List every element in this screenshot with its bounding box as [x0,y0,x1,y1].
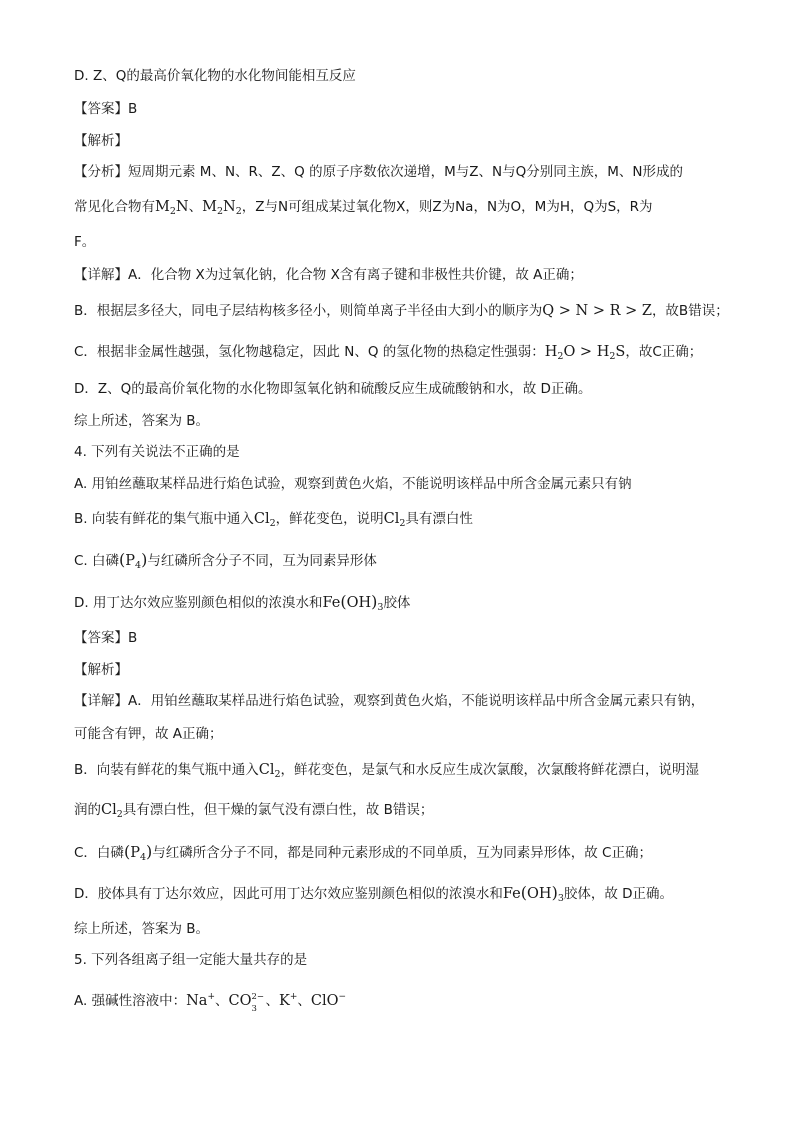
ion-na: Na+ [186,992,215,1009]
formula-cl2: $Cl_2$ [253,511,276,529]
answer-label-q3: 【答案】B [74,101,138,117]
formula-cl2: $Cl_2$ [383,511,406,529]
question-4-option-d: D. 用丁达尔效应鉴别颜色相似的浓溴水和$Fe(OH)_3$胶体 [74,592,411,613]
detail-d-q4: D．胶体具有丁达尔效应，因此可用丁达尔效应鉴别颜色相似的浓溴水和$Fe(OH)_3$胶体，故 D正确。 [74,883,674,904]
formula-p4: $(P_4)$ [123,842,153,863]
analysis-text-3: F。 [74,234,96,250]
formula-fe-oh-3: $Fe(OH)_3$ [502,883,564,904]
analysis-text-2: 常见化合物有$M_2N$、$M_2N_2$，Z与N可组成某过氧化物X，则Z为Na，N为O，M为H，Q为S，R为 [74,199,653,217]
detail-d-q3: D．Z、Q的最高价氧化物的水化物即氢氧化钠和硫酸反应生成硫酸钠和水，故 D正确。 [74,381,592,397]
detail-b-q4-line2: 润的$Cl_2$具有漂白性，但干燥的氯气没有漂白性，故 B错误； [74,802,434,820]
formula-p4: $(P_4)$ [119,550,148,571]
analysis-label-q4: 【解析】 [74,662,128,678]
formula-cl2: $Cl_2$ [258,762,281,780]
detail-c-q4: C．白磷$(P_4)$与红磷所含分子不同，都是同种元素形成的不同单质，互为同素异形体，故 C正确； [74,842,652,863]
formula-m2n2: $M_2N_2$ [202,199,242,217]
question-4-option-a: A. 用铂丝蘸取某样品进行焰色试验，观察到黄色火焰，不能说明该样品中所含金属元素只有钠 [74,476,632,492]
question-4-stem: 4. 下列有关说法不正确的是 [74,444,240,460]
summary-q3: 综上所述，答案为 B。 [74,413,210,429]
ion-k: K+ [278,992,298,1009]
question-5-stem: 5. 下列各组离子组一定能大量共存的是 [74,952,308,968]
text-segment: ，Z与N可组成某过氧化物X，则Z为Na，N为O，M为H，Q为S，R为 [241,199,653,215]
detail-a-q3: 【详解】A．化合物 X为过氧化钠，化合物 X含有离子键和非极性共价键，故 A正确； [74,267,583,283]
analysis-text-1: 【分析】短周期元素 M、N、R、Z、Q 的原子序数依次递增，M与Z、N与Q分别同主族，M、N形成的 [74,164,683,180]
detail-b-q4-line1: B．向装有鲜花的集气瓶中通入$Cl_2$，鲜花变色，是氯气和水反应生成次氯酸，次氯酸将鲜花漂白，说明湿 [74,762,700,780]
detail-a-q4-line1: 【详解】A．用铂丝蘸取某样品进行焰色试验，观察到黄色火焰，不能说明该样品中所含金属元素只有钠， [74,693,705,709]
analysis-label-q3: 【解析】 [74,133,128,149]
detail-a-q4-line2: 可能含有钾，故 A正确； [74,726,223,742]
detail-b-q3: B．根据层多径大，同电子层结构核多径小，则简单离子半径由大到小的顺序为Q > N > R > Z，故B错误； [74,303,729,319]
formula-m2n: $M_2N$ [155,199,189,217]
ion-co3: CO 2− 3 [228,992,264,1014]
question-4-option-b: B. 向装有鲜花的集气瓶中通入$Cl_2$，鲜花变色，说明$Cl_2$具有漂白性 [74,511,473,529]
question-4-option-c: C. 白磷$(P_4)$与红磷所含分子不同，互为同素异形体 [74,550,377,571]
formula-fe-oh-3: $Fe(OH)_3$ [322,592,384,613]
option-d-q3: D. Z、Q的最高价氧化物的水化物间能相互反应 [74,68,356,84]
summary-q4: 综上所述，答案为 B。 [74,921,210,937]
formula-ion-order: Q > N > R > Z [542,303,652,319]
formula-h2o-h2s: $H_2O > H_2S$ [544,344,626,362]
answer-label-q4: 【答案】B [74,630,138,646]
formula-cl2: $Cl_2$ [101,802,123,820]
ion-clo: ClO− [310,992,347,1009]
question-5-option-a: A. 强碱性溶液中：Na+、CO 2− 3 、K+、ClO− [74,992,347,1014]
text-segment: 常见化合物有 [74,199,155,215]
detail-c-q3: C．根据非金属性越强，氢化物越稳定，因此 N、Q 的氢化物的热稳定性强弱：$H_2O > H_2S$，故C正确； [74,344,703,362]
